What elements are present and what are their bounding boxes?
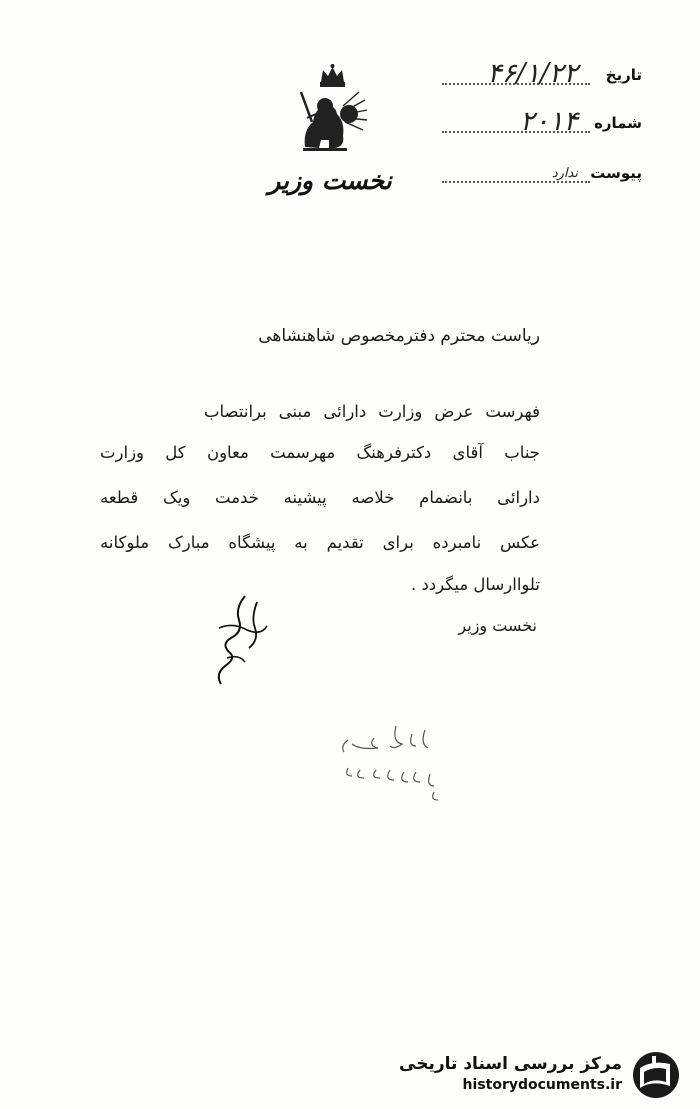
date-value: ۴۶/۱/۲۲	[487, 58, 578, 89]
attachment-label: پیوست	[590, 164, 642, 182]
handwritten-signature	[205, 588, 275, 688]
letter-line: فهرست عرض وزارت دارائی مبنی برانتصاب	[204, 402, 540, 421]
archive-url: historydocuments.ir	[462, 1077, 622, 1093]
addressee: ریاست محترم دفترمخصوص شاهنشاهی	[258, 326, 540, 346]
attachment-dotted-line	[442, 181, 590, 183]
signer-title: نخست وزیر	[458, 616, 537, 635]
archive-name: مرکز بررسی اسناد تاریخی	[399, 1054, 622, 1074]
attachment-field	[442, 158, 642, 188]
letter-line: عکس نامبرده برای تقدیم به پیشگاه مبارک ملوکانه	[100, 533, 540, 552]
attachment-value: ندارد	[551, 166, 578, 181]
handwritten-note	[330, 716, 450, 806]
archive-watermark	[382, 1050, 682, 1100]
date-label: تاریخ	[605, 66, 642, 84]
date-field	[442, 60, 642, 90]
lion-and-sun-emblem-icon	[285, 62, 380, 157]
number-field	[442, 108, 642, 138]
letter-line: دارائی بانضمام خلاصه پیشینه خدمت ویک قطعه	[100, 488, 540, 507]
letter-line: جناب آقای دکترفرهنگ مهرسمت معاون کل وزارت	[100, 443, 540, 462]
number-label: شماره	[594, 114, 642, 132]
number-value: ۲۰۱۴	[519, 106, 578, 137]
letter-line: تلواارسال میگردد .	[410, 575, 540, 594]
archive-logo-icon	[630, 1050, 682, 1100]
office-title: نخست وزیر	[268, 166, 392, 195]
